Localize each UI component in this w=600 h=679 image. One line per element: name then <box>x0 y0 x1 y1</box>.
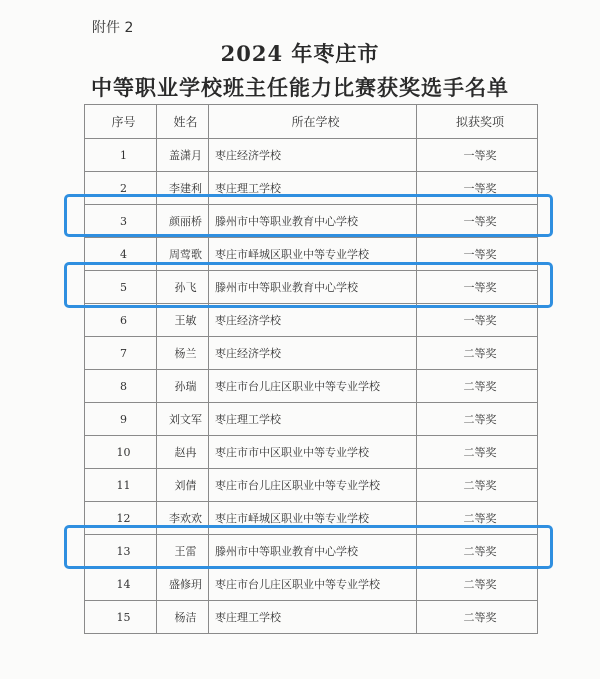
row-school: 枣庄市峄城区职业中等专业学校 <box>209 502 417 535</box>
row-award: 一等奖 <box>417 238 538 271</box>
row-name: 孙飞 <box>157 271 209 304</box>
row-award: 一等奖 <box>417 304 538 337</box>
row-name: 李建利 <box>157 172 209 205</box>
row-name: 杨兰 <box>157 337 209 370</box>
table-row <box>85 337 538 370</box>
row-award: 二等奖 <box>417 535 538 568</box>
title-main: 中等职业学校班主任能力比赛获奖选手名单 <box>91 75 509 100</box>
table-header-row <box>85 105 538 139</box>
table-row <box>85 502 538 535</box>
table-row <box>85 370 538 403</box>
row-name: 盛修玥 <box>157 568 209 601</box>
row-no: 2 <box>85 172 157 205</box>
row-school: 枣庄经济学校 <box>209 337 417 370</box>
row-award: 一等奖 <box>417 139 538 172</box>
row-no: 7 <box>85 337 157 370</box>
title-year-city: 2024 年枣庄市 <box>220 41 380 66</box>
table-row <box>85 205 538 238</box>
row-name: 盖潇月 <box>157 139 209 172</box>
row-school: 枣庄理工学校 <box>209 172 417 205</box>
row-name: 颜丽桥 <box>157 205 209 238</box>
row-no: 10 <box>85 436 157 469</box>
row-school: 枣庄市台儿庄区职业中等专业学校 <box>209 469 417 502</box>
row-award: 一等奖 <box>417 205 538 238</box>
row-school: 枣庄理工学校 <box>209 403 417 436</box>
header-name: 姓名 <box>157 105 209 139</box>
award-table <box>84 104 538 634</box>
row-no: 14 <box>85 568 157 601</box>
table-row <box>85 403 538 436</box>
row-no: 15 <box>85 601 157 634</box>
row-no: 8 <box>85 370 157 403</box>
row-school: 枣庄经济学校 <box>209 304 417 337</box>
row-no: 9 <box>85 403 157 436</box>
row-award: 二等奖 <box>417 370 538 403</box>
table-row <box>85 436 538 469</box>
header-no: 序号 <box>85 105 157 139</box>
row-school: 枣庄理工学校 <box>209 601 417 634</box>
table-row <box>85 172 538 205</box>
row-award: 一等奖 <box>417 172 538 205</box>
row-award: 一等奖 <box>417 271 538 304</box>
row-name: 赵冉 <box>157 436 209 469</box>
table-row <box>85 304 538 337</box>
row-no: 5 <box>85 271 157 304</box>
table-row <box>85 238 538 271</box>
row-award: 二等奖 <box>417 568 538 601</box>
row-award: 二等奖 <box>417 436 538 469</box>
row-school: 滕州市中等职业教育中心学校 <box>209 205 417 238</box>
row-award: 二等奖 <box>417 502 538 535</box>
row-award: 二等奖 <box>417 337 538 370</box>
table-row <box>85 535 538 568</box>
row-no: 1 <box>85 139 157 172</box>
attachment-label: 附件 2 <box>92 20 134 36</box>
row-no: 6 <box>85 304 157 337</box>
row-name: 王雷 <box>157 535 209 568</box>
row-name: 李欢欢 <box>157 502 209 535</box>
row-award: 二等奖 <box>417 601 538 634</box>
row-name: 刘文军 <box>157 403 209 436</box>
row-school: 枣庄市台儿庄区职业中等专业学校 <box>209 370 417 403</box>
table-row <box>85 139 538 172</box>
row-school: 滕州市中等职业教育中心学校 <box>209 535 417 568</box>
row-no: 3 <box>85 205 157 238</box>
row-school: 枣庄经济学校 <box>209 139 417 172</box>
row-no: 13 <box>85 535 157 568</box>
header-school: 所在学校 <box>209 105 417 139</box>
row-name: 刘倩 <box>157 469 209 502</box>
row-no: 12 <box>85 502 157 535</box>
row-school: 枣庄市台儿庄区职业中等专业学校 <box>209 568 417 601</box>
row-name: 王敏 <box>157 304 209 337</box>
row-name: 周莺歌 <box>157 238 209 271</box>
row-school: 枣庄市市中区职业中等专业学校 <box>209 436 417 469</box>
row-name: 孙瑞 <box>157 370 209 403</box>
table-row <box>85 601 538 634</box>
row-no: 4 <box>85 238 157 271</box>
header-award: 拟获奖项 <box>417 105 538 139</box>
row-name: 杨洁 <box>157 601 209 634</box>
table-row <box>85 469 538 502</box>
row-no: 11 <box>85 469 157 502</box>
row-award: 二等奖 <box>417 469 538 502</box>
table-row <box>85 568 538 601</box>
row-award: 二等奖 <box>417 403 538 436</box>
row-school: 枣庄市峄城区职业中等专业学校 <box>209 238 417 271</box>
row-school: 滕州市中等职业教育中心学校 <box>209 271 417 304</box>
table-row <box>85 271 538 304</box>
